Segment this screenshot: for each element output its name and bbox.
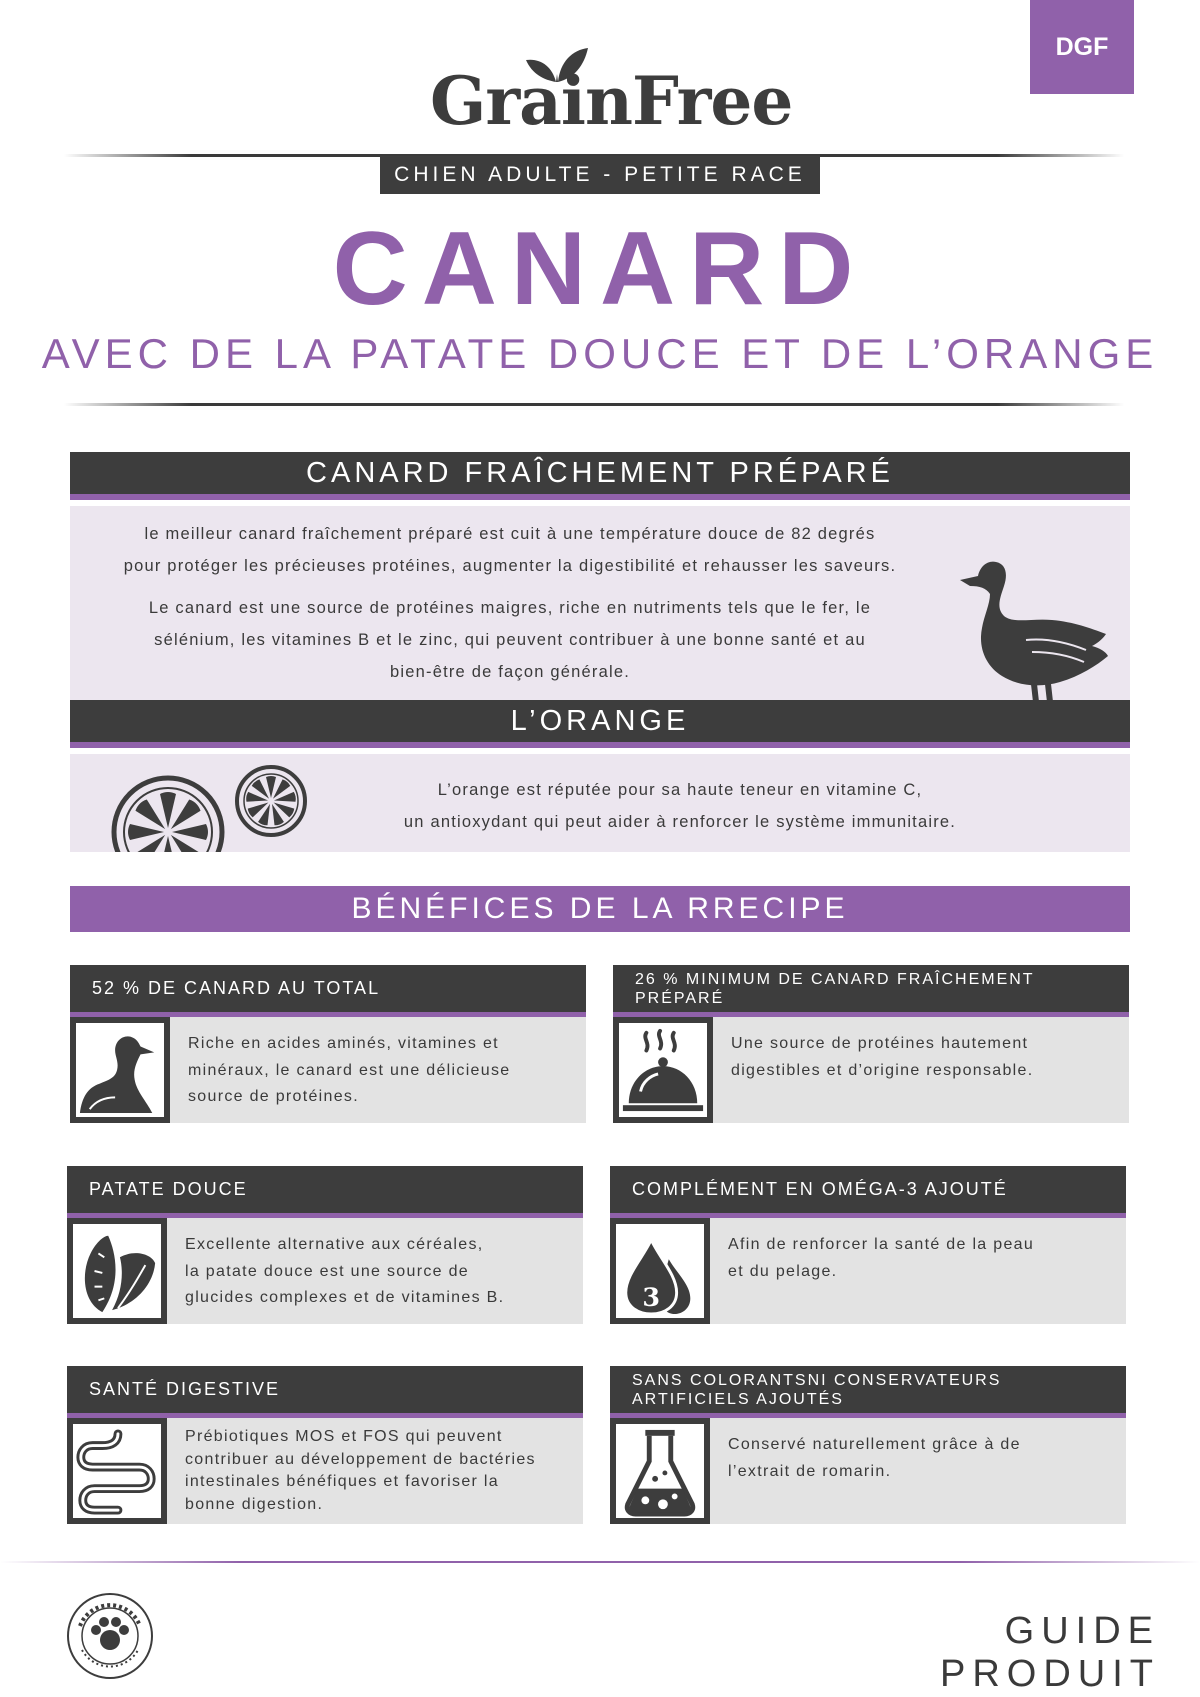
orange-line1: L’orange est réputée pour sa haute teneur en vitamine C, (437, 781, 923, 799)
card-title: SANTÉ DIGESTIVE (67, 1366, 583, 1418)
card-line: intestinales bénéfiques et favoriser la (185, 1473, 499, 1490)
benefit-card-no-additives (610, 1366, 1126, 1524)
section-orange-heading: L’ORANGE (70, 700, 1130, 748)
benefit-card-sweet-potato (67, 1166, 583, 1324)
card-description (731, 1031, 1111, 1084)
card-line: source de protéines. (188, 1088, 359, 1105)
section-duck-body (70, 506, 1130, 702)
duck-paragraph-2 (110, 592, 910, 688)
card-icon-frame (67, 1218, 167, 1324)
footer-divider (0, 1561, 1200, 1563)
card-line: Une source de protéines hautement (731, 1035, 1029, 1052)
duck-icon (76, 1023, 164, 1117)
duck-para1-line2: pour protéger les précieuses protéines, augmenter la digestibilité et rehausser les saveurs. (123, 557, 897, 575)
card-icon-frame (610, 1218, 710, 1324)
brand-name: GrainFree (430, 62, 793, 140)
card-title-line2: ARTIFICIELS AJOUTÉS (632, 1390, 844, 1408)
card-icon-frame (70, 1017, 170, 1123)
grainfree-logo (430, 44, 793, 140)
duck-para2-line3: bien-être de façon générale. (390, 663, 630, 681)
duck-silhouette-icon (956, 556, 1116, 702)
product-category: CHIEN ADULTE - PETITE RACE (380, 156, 820, 194)
guide-produit-label: GUIDE PRODUIT (940, 1610, 1160, 1695)
card-line: glucides complexes et de vitamines B. (185, 1289, 505, 1306)
card-line: Prébiotiques MOS et FOS qui peuvent (185, 1428, 503, 1445)
card-title: PATATE DOUCE (67, 1166, 583, 1218)
card-line: digestibles et d’origine responsable. (731, 1061, 1034, 1079)
card-title: COMPLÉMENT EN OMÉGA-3 AJOUTÉ (610, 1166, 1126, 1218)
card-line: Afin de renforcer la santé de la peau (728, 1236, 1035, 1253)
orange-slice-small-icon (234, 764, 308, 838)
card-line: la patate douce est une source de (185, 1262, 469, 1280)
intestine-icon (73, 1424, 161, 1518)
card-icon-box (71, 1422, 163, 1520)
benefit-card-duck-total (70, 965, 586, 1123)
card-line: et du pelage. (728, 1262, 838, 1280)
duck-para2-line1: Le canard est une source de protéines maigres, riche en nutriments tels que le fer, le (148, 599, 872, 617)
card-line: Conservé naturellement grâce à de (728, 1436, 1021, 1453)
dgf-badge: DGF (1030, 0, 1134, 94)
benefit-card-omega3 (610, 1166, 1126, 1324)
orange-line2: un antioxydant qui peut aider à renforcer le système immunitaire. (403, 813, 957, 831)
product-subtitle: AVEC DE LA PATATE DOUCE ET DE L’ORANGE (41, 330, 1159, 377)
card-title (610, 1366, 1126, 1418)
card-icon-frame (613, 1017, 713, 1123)
card-description (185, 1426, 565, 1516)
benefits-heading: BÉNÉFICES DE LA RRECIPE (70, 886, 1130, 932)
card-icon-box (71, 1222, 163, 1320)
card-title-line1: SANS COLORANTSNI CONSERVATEURS (632, 1371, 1002, 1389)
product-title: CANARD (332, 211, 868, 327)
card-description (728, 1232, 1108, 1285)
card-icon-box (617, 1021, 709, 1119)
card-icon-box (74, 1021, 166, 1119)
duck-para2-line2: sélénium, les vitamines B et le zinc, qui peuvent contribuer à une bonne santé et au (154, 631, 866, 649)
title-divider (64, 403, 1124, 406)
card-description (185, 1232, 565, 1312)
orange-slice-large-icon (110, 774, 226, 852)
cloche-icon (619, 1023, 707, 1117)
card-line: minéraux, le canard est une délicieuse (188, 1061, 511, 1079)
card-icon-box (614, 1222, 706, 1320)
card-icon-box (614, 1422, 706, 1520)
duck-paragraph-1 (110, 518, 910, 582)
card-line: l’extrait de romarin. (728, 1462, 892, 1480)
card-line: Riche en acides aminés, vitamines et (188, 1035, 499, 1052)
section-orange-body (70, 754, 1130, 852)
omega-number: 3 (642, 1282, 661, 1313)
card-icon-frame (67, 1418, 167, 1524)
card-icon-frame (610, 1418, 710, 1524)
card-line: Excellente alternative aux céréales, (185, 1236, 484, 1253)
card-title: 52 % DE CANARD AU TOTAL (70, 965, 586, 1017)
benefit-card-fresh-duck (613, 965, 1129, 1123)
card-description (188, 1031, 568, 1111)
sweet-potato-icon (73, 1224, 161, 1318)
benefit-card-digestive (67, 1366, 583, 1524)
flask-icon (616, 1424, 704, 1518)
omega3-drops-icon (616, 1224, 704, 1318)
duck-para1-line1: le meilleur canard fraîchement préparé est cuit à une température douce de 82 degrés (144, 525, 876, 543)
card-line: contribuer au développement de bactéries (185, 1450, 536, 1468)
card-title: 26 % MINIMUM DE CANARD FRAÎCHEMENT PRÉPARÉ (613, 965, 1129, 1017)
card-description (728, 1432, 1108, 1485)
section-duck-heading: CANARD FRAÎCHEMENT PRÉPARÉ (70, 452, 1130, 500)
orange-paragraph (330, 774, 1030, 838)
card-line: bonne digestion. (185, 1495, 324, 1513)
animal-land-seal-icon (66, 1592, 154, 1680)
